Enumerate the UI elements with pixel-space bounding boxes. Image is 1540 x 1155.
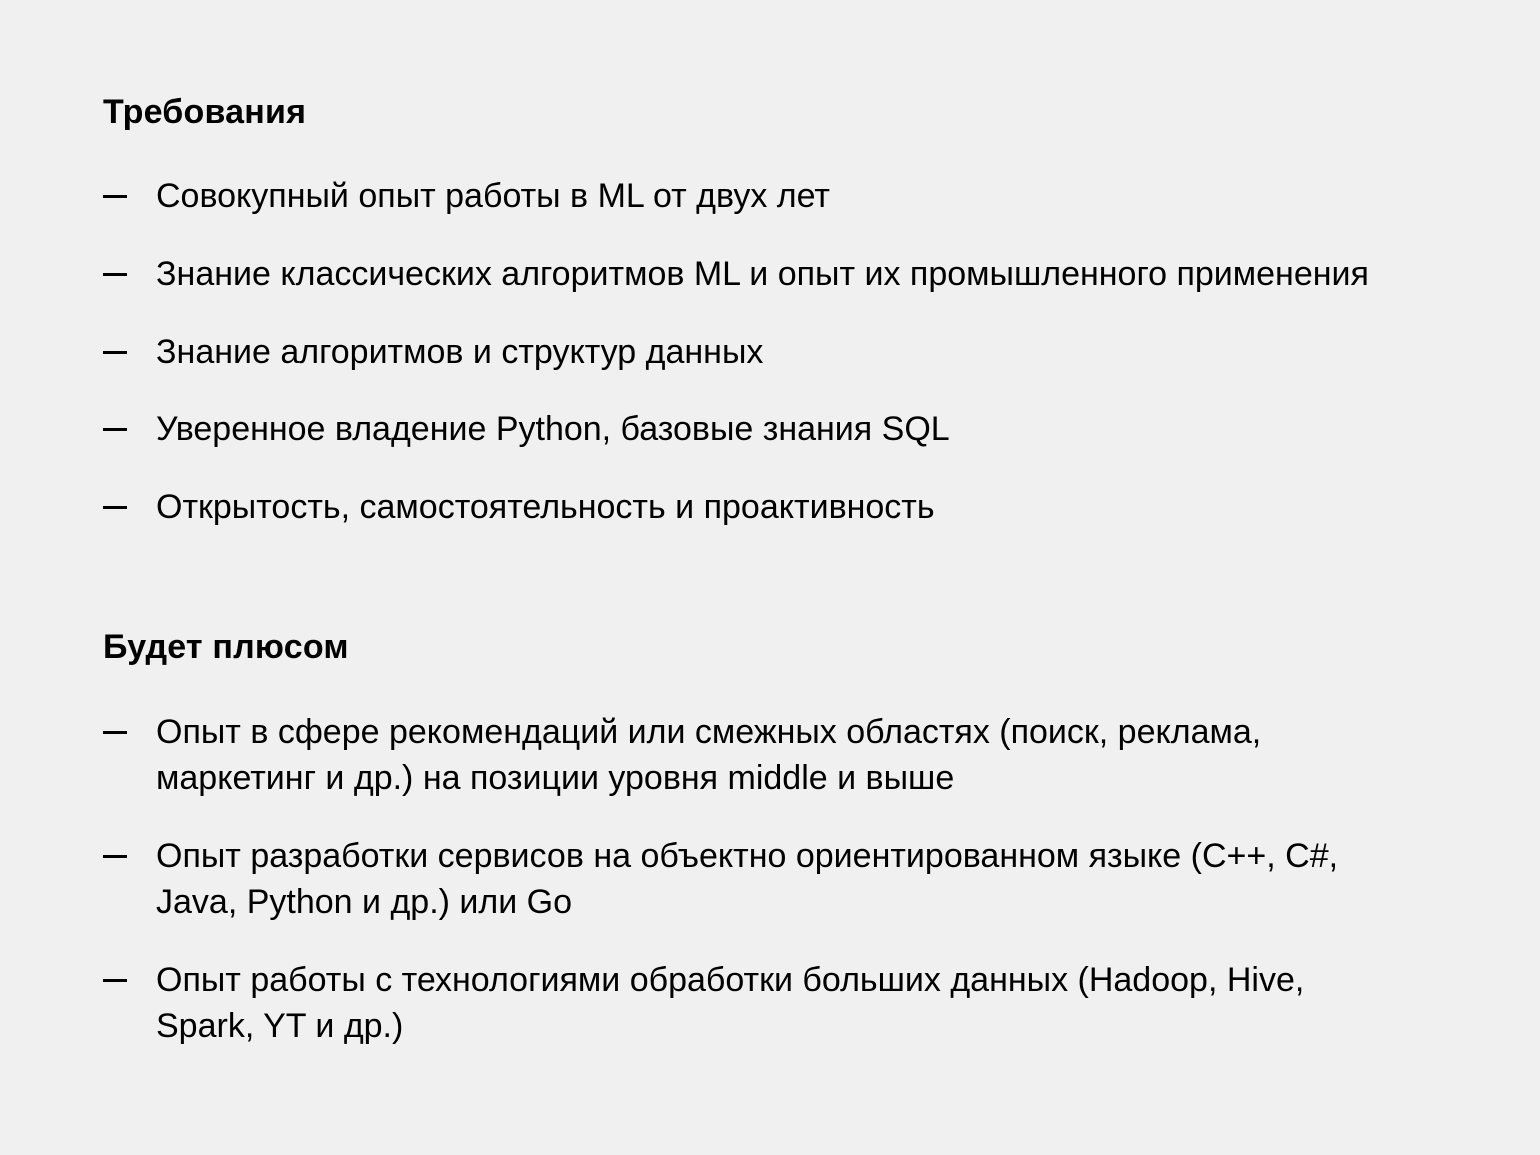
- dash-bullet: [103, 351, 127, 354]
- requirements-item-text: Знание классических алгоритмов ML и опыт их промышленного применения: [156, 255, 1369, 293]
- dash-bullet: [103, 979, 127, 982]
- dash-bullet: [103, 506, 127, 509]
- dash-bullet: [103, 428, 127, 431]
- requirements-item: [103, 406, 1443, 452]
- requirements-item: [103, 251, 1443, 297]
- requirements-item: [103, 484, 1443, 530]
- requirements-item-text: Открытость, самостоятельность и проактивность: [156, 488, 935, 526]
- requirements-item-text: Знание алгоритмов и структур данных: [156, 333, 764, 371]
- plus-item: [103, 709, 1443, 801]
- plus-item: [103, 957, 1443, 1049]
- dash-bullet: [103, 195, 127, 198]
- plus-item: [103, 833, 1443, 925]
- dash-bullet: [103, 273, 127, 276]
- dash-bullet: [103, 731, 127, 734]
- plus-item-text: Опыт работы с технологиями обработки больших данных (Hadoop, Hive, Spark, YT и др.): [156, 961, 1305, 1045]
- requirements-item-text: Совокупный опыт работы в ML от двух лет: [156, 177, 830, 215]
- plus-heading: Будет плюсом: [103, 628, 349, 666]
- requirements-item: [103, 173, 1443, 219]
- requirements-heading: Требования: [103, 93, 307, 131]
- requirements-item-text: Уверенное владение Python, базовые знания SQL: [156, 410, 950, 448]
- requirements-item: [103, 329, 1443, 375]
- plus-item-text: Опыт разработки сервисов на объектно ориентированном языке (C++, C#, Java, Python и др.) или Go: [156, 837, 1339, 921]
- dash-bullet: [103, 855, 127, 858]
- plus-item-text: Опыт в сфере рекомендаций или смежных областях (поиск, реклама, маркетинг и др.) на позиции уровня middle и выше: [156, 713, 1262, 797]
